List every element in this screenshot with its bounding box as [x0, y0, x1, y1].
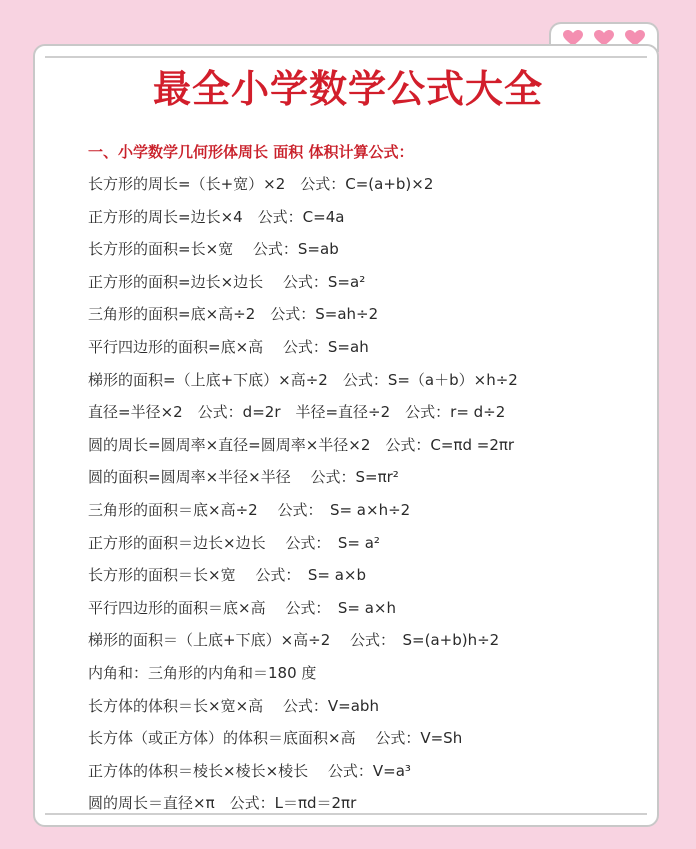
formula-line: 平行四边形的面积=底×高 公式：S=ah [88, 337, 369, 356]
section-heading: 一、小学数学几何形体周长 面积 体积计算公式： [88, 143, 414, 161]
formula-line: 长方形的面积=长×宽 公式：S=ab [88, 240, 339, 259]
formula-line: 圆的周长＝直径×π 公式：L＝πd＝2πr [88, 794, 357, 813]
formula-line: 圆的面积=圆周率×半径×半径 公式：S=πr² [88, 468, 399, 487]
formula-line: 长方体的体积＝长×宽×高 公式：V=abh [88, 696, 379, 715]
formula-line: 正方体的体积＝棱长×棱长×棱长 公式：V=a³ [88, 761, 411, 780]
formula-line: 直径=半径×2 公式：d=2r 半径=直径÷2 公式：r= d÷2 [88, 403, 506, 422]
formula-line: 正方形的面积＝边长×边长 公式： S= a² [88, 533, 380, 552]
formula-line: 平行四边形的面积＝底×高 公式： S= a×h [88, 598, 396, 617]
formula-line: 正方形的周长=边长×4 公式：C=4a [88, 207, 345, 226]
formula-line: 梯形的面积=（上底+下底）×高÷2 公式：S=（a＋b）×h÷2 [88, 370, 518, 389]
formula-line: 长方体（或正方体）的体积＝底面积×高 公式：V=Sh [88, 729, 463, 748]
formula-line: 内角和：三角形的内角和＝180 度 [88, 663, 317, 682]
formula-line: 正方形的面积=边长×边长 公式：S=a² [88, 272, 366, 291]
formula-line: 长方形的面积＝长×宽 公式： S= a×b [88, 566, 366, 585]
formula-line: 圆的周长=圆周率×直径=圆周率×半径×2 公式：C=πd =2πr [88, 435, 515, 454]
formula-line: 三角形的面积＝底×高÷2 公式： S= a×h÷2 [88, 500, 411, 519]
formula-line: 长方形的周长=（长+宽）×2 公式：C=(a+b)×2 [88, 175, 434, 193]
formula-line: 梯形的面积＝（上底+下底）×高÷2 公式： S=(a+b)h÷2 [88, 631, 500, 650]
formula-line: 三角形的面积=底×高÷2 公式：S=ah÷2 [88, 305, 379, 324]
formula-list [88, 171, 648, 823]
page-title: 最全小学数学公式大全 [152, 66, 543, 111]
